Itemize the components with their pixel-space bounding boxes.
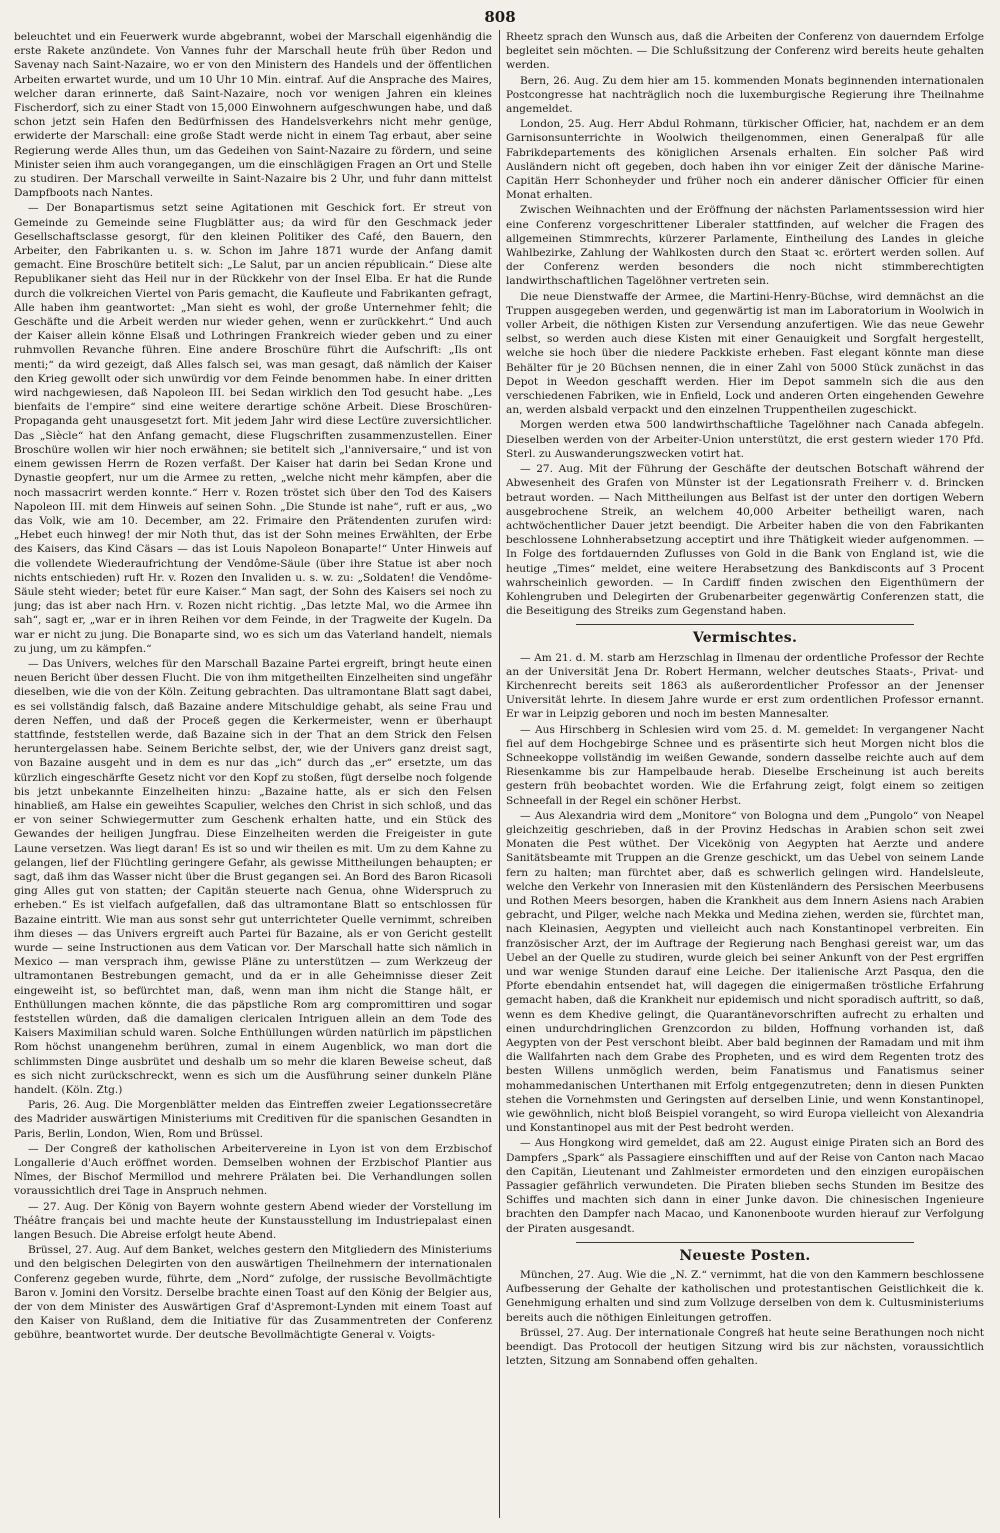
article-paragraph: — Der Congreß der katholischen Arbeitervereine in Lyon ist von dem Erzbischof Longallerie d'Auch eröffnet worden. Demselben wohnen der Erzbischof Plantier aus Nîmes, der Bischof Mermillod und mehrere Prälaten bei. Die Verhandlungen sollen voraussichtlich drei Tage in Anspruch nehmen. xyxy=(14,1142,492,1198)
article-paragraph: Rheetz sprach den Wunsch aus, daß die Arbeiten der Conferenz von dauerndem Erfolge begleitet sein möchten. — Die Schlußsitzung der Conferenz wird bereits heute gehalten werden. xyxy=(506,31,984,72)
article-paragraph: — Am 21. d. M. starb am Herzschlag in Ilmenau der ordentliche Professor der Rechte an der Universität Jena Dr. Robert Hermann, welcher deutsches Staats-, Privat- und Kirchenrecht bereits seit 1863 als außerordentlicher Professor an der Jenenser Universität lehrte. In diesem Jahre wurde er erst zum ordentlichen Professor ernannt. Er war in Leipzig geboren und noch im besten Mannesalter. xyxy=(506,651,984,721)
article-paragraph: — Der Bonapartismus setzt seine Agitationen mit Geschick fort. Er streut von Gemeinde zu Gemeinde seine Flugblätter aus; da wird für den Geschmack jeder Gesellschaftsclasse gesorgt, für den kleinen Politiker des Café, den Bauern, den Arbeiter, den Fabrikanten u. s. w. Schon im Jahre 1871 wurde der Anfang damit gemacht. Eine Broschüre betitelt sich: „Le Salut, par un ancien républicain.“ Diese alte Republikaner sieht das Heil nur in der Rückkehr von der Insel Elba. Er hat die Runde durch die volkreichen Viertel von Paris gemacht, die Kaufleute und Fabrikanten gefragt, Alle haben ihm geantwortet: „Man sieht es wohl, der große Unternehmer fehlt; die Geschäfte und die Arbeit werden nur wieder gehen, wenn er zurückkehrt.“ Und auch der Kaiser allein könne Elsaß und Lothringen Frankreich wieder geben und zu einer ruhmvollen Revanche führen. Eine andere Broschüre führt die Aufschrift: „Ils ont menti;“ da wird gezeigt, daß Alles falsch sei, was man gesagt, daß nämlich der Kaiser den Krieg gewollt oder sich unwürdig vor dem Feinde benommen habe. In einer dritten wird nachgewiesen, daß Napoleon III. bei Sedan wirklich den Tod gesucht habe. „Les bienfaits de l'empire“ sind eine weitere derartige schöne Arbeit. Diese Broschüren-Propaganda geht unausgesetzt fort. Mit jedem Jahr wird diese Lectüre zuversichtlicher. Das „Siècle“ hat den Anfang gemacht, diese Flugschriften zusammenzustellen. Einer Broschüre wollen wir hier noch erwähnen; sie betitelt sich „l'anniversaire,“ und ist von einem gewissen Herrn de Rozen verfaßt. Der Kaiser hat darin bei Sedan Krone und Dynastie geopfert, nur um die Armee zu retten, „welche nicht mehr kämpfen, aber die noch massacrirt werden konnte.“ Herr v. Rozen tröstet sich über den Tod des Kaisers Napoleon III. mit dem Hinweis auf seinen Sohn. „Die Stunde ist nahe“, ruft er aus, „wo das Volk, wie am 10. December, am 22. Frimaire den Prätendenten zurufen wird: „Hebet euch hinweg! der mir Noth thut, das ist der Sohn meines Erwählten, der Erbe des Kaisers, das Kind Cäsars — das ist Louis Napoleon Bonaparte!“ Unter Hinweis auf die vollendete Wiederaufrichtung der Vendôme-Säule (über ihre Statue ist aber noch nichts entschieden) ruft Hr. v. Rozen den Invaliden u. s. w. zu: „Soldaten! die Vendôme-Säule steht wieder; betet für eure Kaiser.“ Man sagt, der Sohn des Kaisers sei noch zu jung; das ist aber nach Hrn. v. Rozen nicht richtig. „Das letzte Mal, wo die Armee ihn sah“, sagt er, „war er in ihren Reihen vor dem Feinde, in der Tragweite der Kugeln. Da war er nicht zu jung. Die Bonaparte sind, wo es sich um das Vaterland handelt, niemals zu jung, um zu kämpfen.“ xyxy=(14,202,492,655)
article-paragraph: — 27. Aug. Der König von Bayern wohnte gestern Abend wieder der Vorstellung im Théâtre français bei und machte heute der Kunstausstellung im Industriepalast einen langen Besuch. Die Abreise erfolgt heute Abend. xyxy=(14,1200,492,1242)
section-rule xyxy=(576,624,914,625)
article-paragraph: — 27. Aug. Mit der Führung der Geschäfte der deutschen Botschaft während der Abwesenheit des Grafen von Münster ist der Legationsrath Freiherr v. d. Brincken betraut worden. — Nach Mittheilungen aus Belfast ist der unter den dortigen Webern ausgebrochene Streik, an welchem 40,000 Arbeiter betheiligt waren, nach achtwöchentlicher Dauer jetzt beendigt. Die Arbeiter haben die von den Fabrikanten beschlossene Lohnherabsetzung acceptirt und ihre Thätigkeit wieder aufgenommen. — In Folge des fortdauernden Zuflusses von Gold in die Bank von England ist, wie die heutige „Times“ meldet, eine weitere Herabsetzung des Bankdisconts auf 3 Procent wahrscheinlich geworden. — In Cardiff finden zwischen den Eigenthümern der Kohlengruben und Delegirten der Grubenarbeiter gegenwärtig Conferenzen statt, die die Beseitigung des Streiks zum Gegenstand haben. xyxy=(506,463,984,618)
article-paragraph: — Das Univers, welches für den Marschall Bazaine Partei ergreift, bringt heute einen neuen Bericht über dessen Flucht. Die von ihm mitgetheilten Einzelheiten sind ungefähr dieselben, wie die von der Köln. Zeitung gebrachten. Das ultramontane Blatt sagt dabei, es sei vollständig falsch, daß Bazaine andere Mitschuldige gehabt, als seine Frau und deren Neffen, und daß der Proceß gegen die Kerkermeister, wenn er überhaupt stattfinde, feststellen werde, daß Bazaine sich in der That an dem Strick den Felsen heruntergelassen habe. Seinem Berichte selbst, der, wie der Univers ganz dreist sagt, von Bazaine ausgeht und in dem es nur das „ich“ durch das „er“ ersetzte, um das kürzlich eingeschärfte Gesetz nicht vor den Kopf zu stoßen, fügt derselbe noch folgende bis jetzt unbekannte Einzelheiten hinzu: „Bazaine hatte, als er sich den Felsen hinabließ, am Halse ein geweihtes Scapulier, welches den Christ in sich schloß, und das er von seiner Schwiegermutter zum Geschenk erhalten hatte, und ein Stück des Gewandes der heiligen Jungfrau. Diese Einzelheiten werden die Freigeister in gute Laune versetzen. Was liegt daran! Es ist so und wir theilen es mit. Um zu dem Kahne zu gelangen, lief der Flüchtling geringere Gefahr, als gewisse Mittheilungen behaupten; er sagt, daß ihm das Wasser nicht über die Brust gegangen sei. An Bord des Baron Ricasoli ging Alles gut von statten; der Capitän steuerte nach Genua, ohne Widerspruch zu erheben.“ Es ist vielfach aufgefallen, daß das ultramontane Blatt so entschlossen für Bazaine eintritt. Wie man aus sonst sehr gut unterrichteter Quelle vernimmt, schreiben ihm dieses — das Univers ergreift auch Partei für Bazaine, als er von Gericht gestellt wurde — seine Instructionen aus dem Vatican vor. Der Marschall hatte sich nämlich in Mexico — man versprach ihm, gewisse Pläne zu unterstützen — zum Werkzeug der ultramontanen Bestrebungen gemacht, und da er in alle Geheimnisse dieser Zeit eingeweiht ist, so befürchtet man, daß, wenn man ihm nicht die Stange hält, er Enthüllungen machen könnte, die das päpstliche Rom arg compromittiren und sogar feststellen würden, daß die damaligen clericalen Intriguen allein an dem Tode des Kaisers Maximilian schuld waren. Solche Enthüllungen würden natürlich im päpstlichen Rom höchst unangenehm berühren, zumal in einem Augenblick, wo man dort die schlimmsten Dinge ausbrütet und deshalb um so mehr die klaren Beweise scheut, daß es sich nicht zurückschreckt, wenn es sich um die Ausführung seiner dunkeln Pläne handelt. (Köln. Ztg.) xyxy=(14,657,492,1097)
left-column xyxy=(14,30,492,1520)
article-paragraph: Morgen werden etwa 500 landwirthschaftliche Tagelöhner nach Canada abfegeln. Dieselben werden von der Arbeiter-Union unterstützt, die erst gestern wieder 170 Pfd. Sterl. zu Auswanderungszwecken votirt hat. xyxy=(506,419,984,460)
article-paragraph: beleuchtet und ein Feuerwerk wurde abgebrannt, wobei der Marschall eigenhändig die erste Rakete anzündete. Von Vannes fuhr der Marschall heute früh über Redon und Savenay nach Saint-Nazaire, wo er von den Ministern des Handels und der öffentlichen Arbeiten erwartet wurde, und um 10 Uhr 10 Min. eintraf. Auf die Ansprache des Maires, welcher daran erinnerte, daß Saint-Nazaire, noch vor wenigen Jahren ein kleines Fischerdorf, sich zu einer Stadt von 15,000 Einwohnern aufgeschwungen habe, und daß schon jetzt sein Hafen den Bedürfnissen des Handelsverkehrs nicht mehr genüge, erwiderte der Marschall: eine große Stadt werde nicht in einem Tag erbaut, aber seine Regierung werde Alles thun, um das Gedeihen von Saint-Nazaire zu fördern, und seine Minister seien ihm auch vorangegangen, um die einschlägigen Fragen an Ort und Stelle zu studiren. Der Marschall verweilte in Saint-Nazaire bis 2 Uhr, und fuhr dann mittelst Dampfboots nach Nantes. xyxy=(14,31,492,200)
article-paragraph: München, 27. Aug. Wie die „N. Z.“ vernimmt, hat die von den Kammern beschlossene Aufbesserung der Gehalte der katholischen und protestantischen Geistlichkeit die k. Genehmigung erhalten und sind zum Vollzuge derselben von dem k. Cultusministeriums bereits auch die nöthigen Einleitungen getroffen. xyxy=(506,1269,984,1324)
article-paragraph: Die neue Dienstwaffe der Armee, die Martini-Henry-Büchse, wird demnächst an die Truppen ausgegeben werden, und gegenwärtig ist man im Laboratorium in Woolwich in voller Arbeit, die nöthigen Kisten zur Versendung anzufertigen. Wie das neue Gewehr selbst, so werden auch diese Kisten mit einer Genauigkeit und Sorgfalt hergestellt, welche sie hoch über die niedere Packkiste erheben. Fast elegant könnte man diese Behälter für je 20 Büchsen nennen, die in einer Zahl von 5000 Stück zunächst in das Depot in Weedon geschafft werden. Hier im Depot sammeln sich die aus den verschiedenen Fabriken, wie in Enfield, Lock und anderen Orten eingehenden Gewehre an, werden alsbald verpackt und den einzelnen Truppentheilen zugeschickt. xyxy=(506,290,984,417)
article-paragraph: Bern, 26. Aug. Zu dem hier am 15. kommenden Monats beginnenden internationalen Postcongresse hat nachträglich noch die luxemburgische Regierung ihre Theilnahme angemeldet. xyxy=(506,74,984,116)
article-paragraph: — Aus Alexandria wird dem „Monitore“ von Bologna und dem „Pungolo“ von Neapel gleichzeitig geschrieben, daß in der Provinz Hedschas in Arabien schon seit zwei Monaten die Pest wüthet. Der Vicekönig von Aegypten hat Aerzte und andere Sanitätsbeamte mit Truppen an die Grenze geschickt, um das Uebel von seinem Lande fern zu halten; man fürchtet aber, daß es schwerlich gelingen wird. Handelsleute, welche den Verkehr von Innerasien mit den Küstenländern des Persischen Meerbusens und Rothen Meers besorgen, haben die Krankheit aus dem Innern Asiens nach Arabien gebracht, und Pilger, welche nach Mekka und Medina ziehen, werden sie, fürchtet man, nach Kleinasien, Aegypten und vielleicht auch nach Konstantinopel verbreiten. Ein französischer Arzt, der im Auftrage der Regierung nach Benghasi gereist war, um das Uebel an der Quelle zu studiren, wurde gleich bei seiner Ankunft von der Pest ergriffen und war wenige Stunden darauf eine Leiche. Der italienische Arzt Pasqua, den die Pforte ebendahin entsendet hat, will dagegen die einigermaßen tröstliche Erfahrung gemacht haben, daß die Krankheit nur epidemisch und nicht sporadisch auftritt, so daß, wenn es dem Khedive gelingt, die Quarantänevorschriften aufrecht zu erhalten und einen undurchdringlichen Grenzcordon zu bilden, Hoffnung vorhanden ist, daß Aegypten von der Pest verschont bleibt. Aber bald beginnen der Ramadam und mit ihm die Wallfahrten nach dem Grabe des Propheten, und es wird dem Regenten trotz des besten Willens unmöglich werden, beim Fanatismus und Fanatismus seiner mohammedanischen Unterthanen mit Erfolg entgegenzutreten; denn in diesen Punkten stehen die Vornehmsten und Geringsten auf derselben Linie, und wenn Konstantinopel, wie gewöhnlich, nicht bloß Beispiel vorangeht, so wird Europa vielleicht von Alexandria und Konstantinopel aus mit der Pest bedroht werden. xyxy=(506,809,984,1135)
article-paragraph: Brüssel, 27. Aug. Auf dem Banket, welches gestern den Mitgliedern des Ministeriums und den belgischen Delegirten von den auswärtigen Theilnehmern der internationalen Conferenz gegeben wurde, führte, dem „Nord“ zufolge, der russische Bevollmächtigte Baron v. Jomini den Vorsitz. Derselbe brachte einen Toast auf den König der Belgier aus, der von dem Minister des Auswärtigen Graf d'Aspremont-Lynden mit einem Toast auf den Kaiser von Rußland, dem die Initiative für das Zusammentreten der Conferenz gebühre, beantwortet wurde. Der deutsche Bevollmächtigte General v. Voigts- xyxy=(14,1244,492,1342)
article-paragraph: Paris, 26. Aug. Die Morgenblätter melden das Eintreffen zweier Legationssecretäre des Madrider auswärtigen Ministeriums mit Creditiven für die spanischen Gesandten in Paris, Berlin, London, Wien, Rom und Brüssel. xyxy=(14,1099,492,1140)
section-rule xyxy=(576,1242,914,1243)
article-paragraph: London, 25. Aug. Herr Abdul Rohmann, türkischer Officier, hat, nachdem er an dem Garnisonsunterrichte in Woolwich theilgenommen, einen Generalpaß für alle Fabrikdepartements des königlichen Arsenals erhalten. Ein solcher Paß wird Ausländern nicht oft gegeben, doch haben ihn vor einiger Zeit der dänische Marine-Capitän Herr Schonheyder und früher noch ein anderer dänischer Officier für einen Monat erhalten. xyxy=(506,118,984,202)
article-paragraph: — Aus Hongkong wird gemeldet, daß am 22. August einige Piraten sich an Bord des Dampfers „Spark“ als Passagiere einschifften und auf der Reise von Canton nach Macao den Capitän, Lieutenant und Zahlmeister ermordeten und den einzigen europäischen Passagier gefährlich verwundeten. Die Piraten blieben sechs Stunden im Besitze des Schiffes und machten sich dann in einer Junke davon. Die chinesischen Ingenieure brachten den Dampfer nach Macao, und Kanonenboote wurden hierauf zur Verfolgung der Piraten ausgesandt. xyxy=(506,1137,984,1235)
column-divider xyxy=(499,30,500,1518)
article-paragraph: Brüssel, 27. Aug. Der internationale Congreß hat heute seine Berathungen noch nicht beendigt. Das Protocoll der heutigen Sitzung wird bis zur nächsten, voraussichtlich letzten, Sitzung am Sonnabend offen gehalten. xyxy=(506,1326,984,1368)
page-number: 808 xyxy=(484,8,516,26)
section-heading-neueste-posten: Neueste Posten. xyxy=(679,1247,811,1264)
section-heading-vermischtes: Vermischtes. xyxy=(692,630,798,647)
article-paragraph: — Aus Hirschberg in Schlesien wird vom 25. d. M. gemeldet: In vergangener Nacht fiel auf dem Hochgebirge Schnee und es präsentirte sich heut Morgen nicht blos die Schneekoppe vollständig im weißen Gewande, sondern dasselbe reichte auch auf dem Riesenkamme bis zur Hampelbaude herab. Dieselbe Erscheinung ist auch bereits gestern früh beobachtet worden. Wie die Erfahrung zeigt, folgt einem so zeitigen Schneefall in der Regel ein schöner Herbst. xyxy=(506,723,984,807)
right-column xyxy=(506,30,984,1520)
article-paragraph: Zwischen Weihnachten und der Eröffnung der nächsten Parlamentssession wird hier eine Conferenz vorgeschrittener Liberaler stattfinden, auf welcher die Fragen des allgemeinen Stimmrechts, kürzerer Parlamente, Eintheilung des Landes in gleiche Wahlbezirke, Zahlung der Wahlkosten durch den Staat ꝛc. erörtert werden sollen. Auf der Conferenz werden besonders die noch nicht stimmberechtigten landwirthschaftlichen Tagelöhner vertreten sein. xyxy=(506,204,984,288)
